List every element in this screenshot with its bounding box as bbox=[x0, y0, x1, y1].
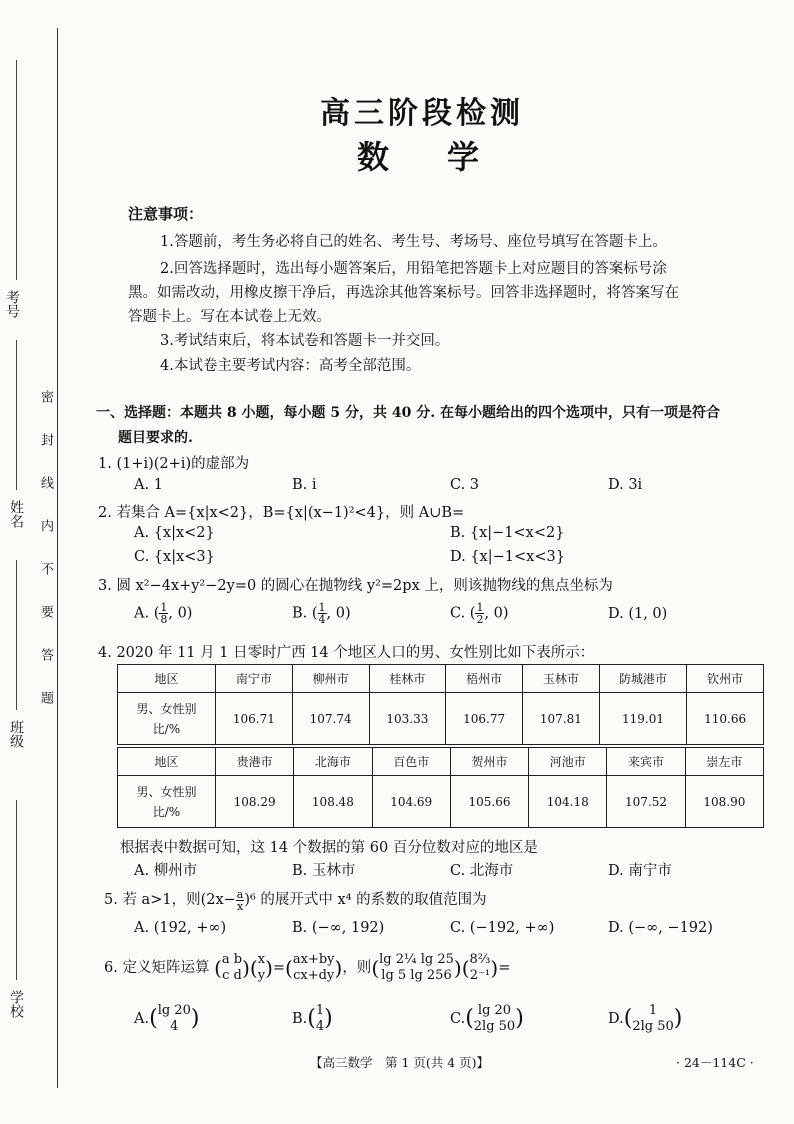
table-cell: 柳州市 bbox=[292, 665, 369, 693]
notice-item-2: 2.回答选择题时，选出每小题答案后，用铅笔把答题卡上对应题目的答案标号涂 bbox=[160, 261, 667, 277]
q5-option-d: D. (−∞, −192) bbox=[608, 920, 713, 936]
q6-option-a: A.( lg 20 4 ) bbox=[134, 1003, 200, 1034]
table1-region-row bbox=[118, 665, 764, 693]
table2-value-row bbox=[118, 776, 764, 828]
q5-fraction: $\frac{a}{x}$ bbox=[236, 887, 244, 913]
name-label: 姓名 bbox=[8, 500, 24, 528]
table-cell: 108.48 bbox=[294, 776, 372, 828]
q2-stem: 2. 若集合 A={x|x<2}，B={x|(x−1)²<4}，则 A∪B= bbox=[98, 505, 465, 521]
q3-option-d: D. (1, 0) bbox=[608, 606, 668, 622]
table-cell: 110.66 bbox=[687, 693, 764, 745]
sex-ratio-table-2 bbox=[117, 747, 764, 828]
sex-ratio-table-1 bbox=[117, 664, 764, 745]
notice-item-1: 1.答题前，考生务必将自己的姓名、考生号、考场号、座位号填写在答题卡上。 bbox=[160, 234, 667, 250]
exam-code: · 24－114C · bbox=[676, 1055, 754, 1070]
table-cell: 北海市 bbox=[294, 748, 372, 776]
subject-title: 数学 bbox=[356, 138, 537, 176]
q6-b-vector: 1 4 bbox=[315, 1003, 325, 1034]
table-cell: 104.18 bbox=[529, 776, 607, 828]
section-heading-cont: 题目要求的. bbox=[118, 430, 193, 446]
q6-d-vector: 1 2lg 50 bbox=[632, 1003, 674, 1034]
class-blank bbox=[16, 560, 17, 710]
q3-stem: 3. 圆 x²−4x+y²−2y=0 的圆心在抛物线 y²=2px 上，则该抛物线的焦点坐标为 bbox=[98, 578, 613, 594]
q4-option-a: A. 柳州市 bbox=[134, 863, 198, 879]
q1-stem: 1. (1+i)(2+i)的虚部为 bbox=[98, 456, 250, 472]
table-cell: 119.01 bbox=[599, 693, 686, 745]
table-cell: 104.69 bbox=[372, 776, 450, 828]
table-cell: 贵港市 bbox=[216, 748, 294, 776]
table-cell: 107.52 bbox=[607, 776, 685, 828]
school-blank bbox=[16, 800, 17, 980]
name-blank bbox=[16, 340, 17, 490]
notice-item-2-cont: 黑。如需改动，用橡皮擦干净后，再选涂其他答案标号。回答非选择题时，将答案写在 bbox=[128, 285, 679, 301]
table2-region-row bbox=[118, 748, 764, 776]
q5-option-c: C. (−192, +∞) bbox=[450, 920, 555, 936]
q1-option-b: B. i bbox=[292, 477, 317, 493]
table-cell: 南宁市 bbox=[216, 665, 293, 693]
q1-option-c: C. 3 bbox=[450, 477, 480, 493]
q3-option-c: C. ( $\frac{1}{2}$ , 0) bbox=[450, 601, 509, 626]
class-label: 班级 bbox=[8, 720, 24, 748]
q6-option-d: D.( 1 2lg 50 ) bbox=[608, 1003, 683, 1034]
table1-value-row bbox=[118, 693, 764, 745]
table-cell: 107.74 bbox=[292, 693, 369, 745]
table-cell: 来宾市 bbox=[607, 748, 685, 776]
q4-option-d: D. 南宁市 bbox=[608, 863, 672, 879]
binding-line bbox=[57, 28, 58, 1088]
q6-matrix-abcd: a b c d bbox=[221, 952, 243, 983]
page-footer: 【高三数学 第 1 页(共 4 页)】 bbox=[310, 1055, 490, 1070]
q2-option-c: C. {x|x<3} bbox=[134, 549, 215, 565]
table-cell: 钦州市 bbox=[687, 665, 764, 693]
school-label: 学校 bbox=[8, 990, 24, 1018]
q4-option-c: C. 北海市 bbox=[450, 863, 514, 879]
q6-log-matrix: lg 2¼ lg 25 lg 5 lg 256 bbox=[379, 952, 454, 983]
table-cell: 百色市 bbox=[372, 748, 450, 776]
q5-stem: 5. 若 a>1，则(2x− $\frac{a}{x}$ )⁶ 的展开式中 x⁴ 的系数的取值范围为 bbox=[104, 887, 487, 913]
q6-option-b: B.( 1 4 ) bbox=[292, 1003, 333, 1034]
q3-option-b: B. ( $\frac{1}{4}$ , 0) bbox=[292, 601, 351, 626]
table-cell: 108.90 bbox=[685, 776, 763, 828]
q3-b-fraction: $\frac{1}{4}$ bbox=[318, 601, 326, 626]
table1-region-header: 地区 bbox=[118, 665, 216, 693]
q6-vector-xy: x y bbox=[257, 952, 266, 983]
q4-question: 根据表中数据可知，这 14 个数据的第 60 百分位数对应的地区是 bbox=[120, 840, 538, 856]
table-cell: 108.29 bbox=[216, 776, 294, 828]
q1-option-d: D. 3i bbox=[608, 477, 643, 493]
notice-item-3: 3.考试结束后，将本试卷和答题卡一并交回。 bbox=[160, 333, 450, 349]
q2-option-d: D. {x|−1<x<3} bbox=[450, 549, 565, 565]
table-cell: 桂林市 bbox=[369, 665, 446, 693]
q6-a-vector: lg 20 4 bbox=[157, 1003, 191, 1034]
table-cell: 梧州市 bbox=[446, 665, 523, 693]
q2-option-a: A. {x|x<2} bbox=[134, 525, 215, 541]
q4-stem: 4. 2020 年 11 月 1 日零时广西 14 个地区人口的男、女性别比如下表所示： bbox=[98, 645, 595, 661]
q4-option-b: B. 玉林市 bbox=[292, 863, 356, 879]
table-cell: 105.66 bbox=[450, 776, 528, 828]
notice-heading: 注意事项： bbox=[128, 205, 204, 223]
q1-option-a: A. 1 bbox=[134, 477, 163, 493]
exam-number-label: 考号 bbox=[4, 290, 20, 318]
table2-ratio-header: 男、女性别比/% bbox=[118, 776, 216, 828]
table2-region-header: 地区 bbox=[118, 748, 216, 776]
q3-option-a: A. ( $\frac{1}{8}$ , 0) bbox=[134, 601, 193, 626]
exam-title: 高三阶段检测 bbox=[320, 96, 524, 131]
q6-option-c: C.( lg 20 2lg 50 ) bbox=[450, 1003, 524, 1034]
q3-c-fraction: $\frac{1}{2}$ bbox=[476, 601, 484, 626]
table-cell: 106.71 bbox=[216, 693, 293, 745]
section-heading: 一、选择题：本题共 8 小题，每小题 5 分，共 40 分. 在每小题给出的四个选项中，只有一项是符合 bbox=[96, 405, 720, 421]
table-cell: 贺州市 bbox=[450, 748, 528, 776]
table-cell: 玉林市 bbox=[523, 665, 600, 693]
table-cell: 106.77 bbox=[446, 693, 523, 745]
table-cell: 防城港市 bbox=[599, 665, 686, 693]
table-cell: 107.81 bbox=[523, 693, 600, 745]
notice-item-4: 4.本试卷主要考试内容：高考全部范围。 bbox=[160, 358, 421, 374]
q6-result-vector: ax+by cx+dy bbox=[292, 952, 335, 983]
table-cell: 崇左市 bbox=[685, 748, 763, 776]
q2-option-b: B. {x|−1<x<2} bbox=[450, 525, 565, 541]
q6-stem: 6. 定义矩阵运算 ( a b c d )( x y )=( ax+by cx+dy )，则( lg 2¼ lg 25 lg 5 lg 256 )( 8⅔ 2⁻¹ )= bbox=[104, 952, 511, 983]
q3-a-fraction: $\frac{1}{8}$ bbox=[160, 601, 168, 626]
q5-option-b: B. (−∞, 192) bbox=[292, 920, 385, 936]
table-cell: 河池市 bbox=[529, 748, 607, 776]
seal-warning: 密封线内不要答题 bbox=[38, 390, 53, 734]
table-cell: 103.33 bbox=[369, 693, 446, 745]
q5-option-a: A. (192, +∞) bbox=[134, 920, 227, 936]
notice-item-2-cont2: 答题卡上。写在本试卷上无效。 bbox=[128, 309, 331, 325]
q6-c-vector: lg 20 2lg 50 bbox=[473, 1003, 516, 1034]
q6-power-vector: 8⅔ 2⁻¹ bbox=[469, 952, 491, 983]
table1-ratio-header: 男、女性别比/% bbox=[118, 693, 216, 745]
